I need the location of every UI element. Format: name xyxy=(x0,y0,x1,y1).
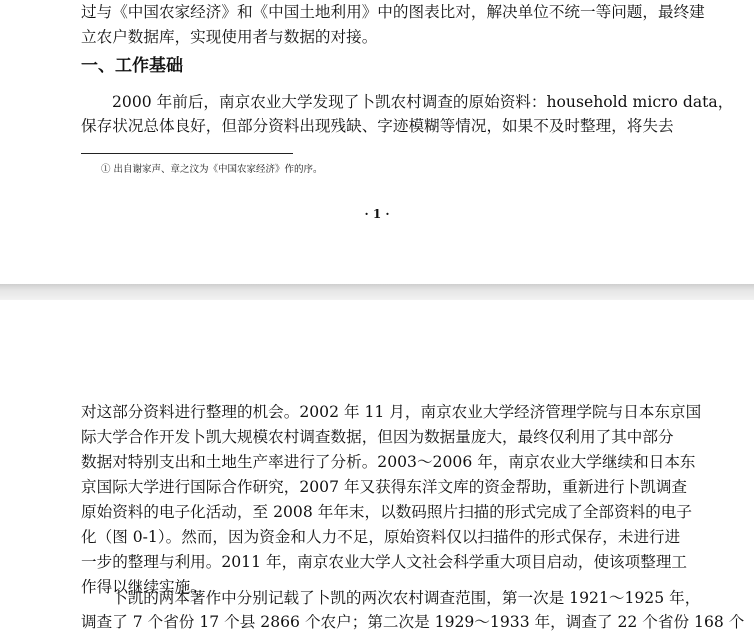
page-separator xyxy=(0,284,754,300)
text-line: 保存状况总体良好，但部分资料出现残缺、字迹模糊等情况，如果不及时整理，将失去 xyxy=(81,117,674,135)
text-line: 原始资料的电子化活动，至 2008 年年末，以数码照片扫描的形式完成了全部资料的电子 xyxy=(81,503,692,521)
page-2 xyxy=(0,300,754,635)
text-line: 对这部分资料进行整理的机会。2002 年 11 月，南京农业大学经济管理学院与日本东京国 xyxy=(81,403,702,421)
text-line: 2000 年前后，南京农业大学发现了卜凯农村调查的原始资料：household micro data， xyxy=(112,93,734,111)
text-line: 化（图 0-1）。然而，因为资金和人力不足，原始资料仅以扫描件的形式保存，未进行进 xyxy=(81,528,681,546)
footnote: ① 出自谢家声、章之汶为《中国农家经济》作的序。 xyxy=(101,164,323,175)
footnote-divider xyxy=(81,153,293,154)
section-heading: 一、工作基础 xyxy=(81,56,183,76)
text-line: 过与《中国农家经济》和《中国土地利用》中的图表比对，解决单位不统一等问题，最终建 xyxy=(81,3,705,21)
text-line: 作得以继续实施。 xyxy=(81,578,206,596)
text-line: 际大学合作开发卜凯大规模农村调查数据，但因为数据量庞大，最终仅利用了其中部分 xyxy=(81,428,674,446)
text-line: 调查了 7 个省份 17 个县 2866 个农户；第二次是 1929～1933 年，调查了 22 个省份 168 个 xyxy=(81,613,745,631)
text-line: 卜凯的两本著作中分别记载了卜凯的两次农村调查范围，第一次是 1921～1925 年， xyxy=(112,589,701,607)
text-line: 数据对特别支出和土地生产率进行了分析。2003～2006 年，南京农业大学继续和日本东 xyxy=(81,453,696,471)
page-number: · 1 · xyxy=(364,207,390,221)
text-line: 京国际大学进行国际合作研究，2007 年又获得东洋文库的资金帮助，重新进行卜凯调查 xyxy=(81,478,688,496)
page-1 xyxy=(0,0,754,284)
text-line: 一步的整理与利用。2011 年，南京农业大学人文社会科学重大项目启动，使该项整理工 xyxy=(81,553,688,571)
text-line: 立农户数据库，实现使用者与数据的对接。 xyxy=(81,28,378,46)
